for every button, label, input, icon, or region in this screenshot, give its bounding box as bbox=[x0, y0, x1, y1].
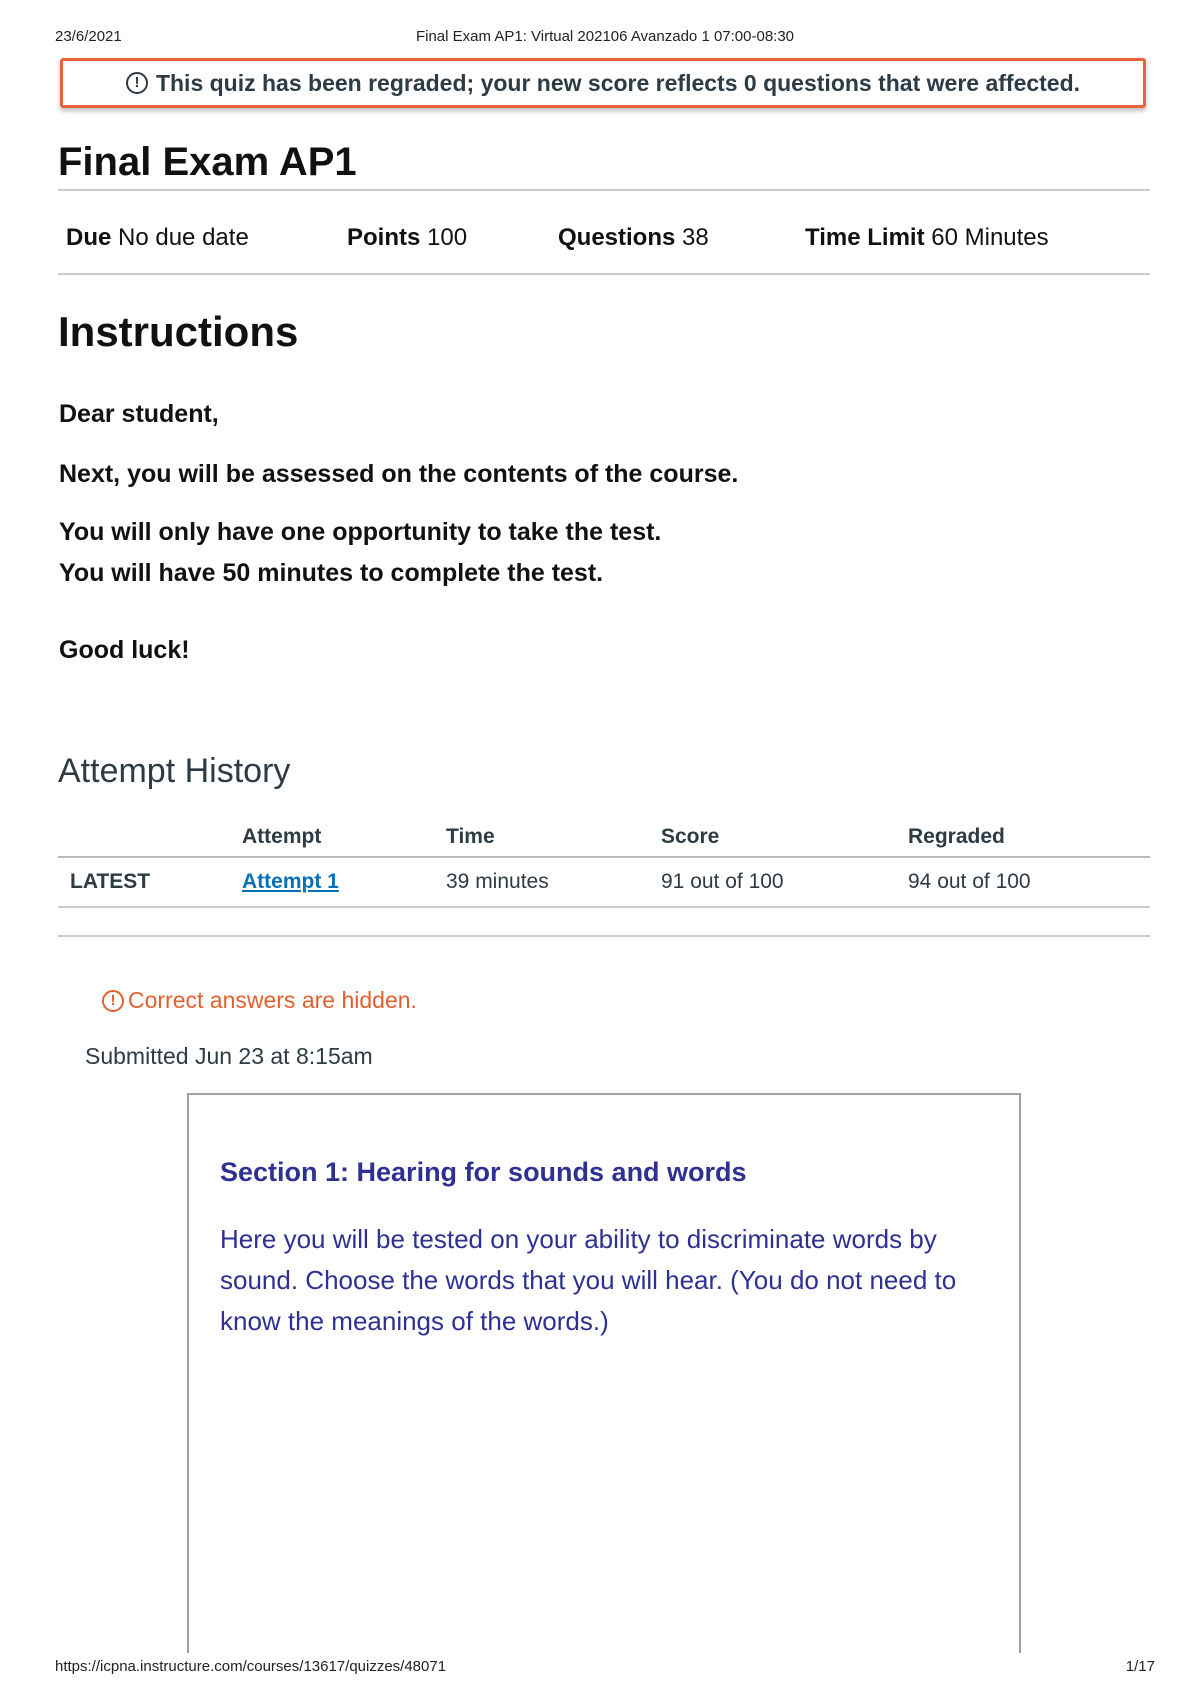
meta-points-label: Points bbox=[347, 224, 421, 251]
alert-circle-icon: ! bbox=[126, 72, 148, 94]
column-header bbox=[58, 818, 242, 857]
section-description: Here you will be tested on your ability to discriminate words by sound. Choose the words that you will hear. (You do not need to know the meanings of the words.) bbox=[220, 1224, 957, 1336]
attempt-1-link[interactable]: Attempt 1 bbox=[242, 870, 339, 893]
instructions-greeting: Dear student, bbox=[59, 400, 219, 428]
attempt-history-title: Attempt History bbox=[58, 752, 291, 790]
meta-questions bbox=[558, 224, 709, 252]
instructions-line: You will only have one opportunity to take the test. bbox=[59, 518, 662, 546]
meta-due bbox=[66, 224, 249, 252]
alert-circle-icon: ! bbox=[102, 990, 124, 1012]
table-header-row bbox=[58, 818, 1150, 857]
attempt-cell bbox=[242, 857, 446, 907]
divider bbox=[58, 935, 1150, 937]
meta-time-limit-value: 60 Minutes bbox=[931, 224, 1049, 251]
time-cell: 39 minutes bbox=[446, 857, 661, 907]
meta-time-limit bbox=[805, 224, 1049, 252]
regrade-banner bbox=[60, 58, 1146, 108]
score-cell: 91 out of 100 bbox=[661, 857, 908, 907]
submitted-timestamp: Submitted Jun 23 at 8:15am bbox=[85, 1043, 373, 1069]
correct-answers-hidden-text: Correct answers are hidden. bbox=[128, 987, 417, 1013]
print-title: Final Exam AP1: Virtual 202106 Avanzado 1 07:00-08:30 bbox=[415, 28, 795, 45]
instructions-title: Instructions bbox=[58, 308, 299, 355]
question-section-box bbox=[187, 1093, 1021, 1653]
instructions-closing: Good luck! bbox=[59, 636, 190, 664]
meta-points bbox=[347, 224, 467, 252]
instructions-line: You will have 50 minutes to complete the test. bbox=[59, 559, 604, 587]
print-header bbox=[55, 28, 1155, 48]
meta-time-limit-label: Time Limit bbox=[805, 224, 925, 251]
meta-questions-value: 38 bbox=[682, 224, 709, 251]
meta-questions-label: Questions bbox=[558, 224, 676, 251]
latest-label: LATEST bbox=[58, 857, 242, 907]
meta-due-value: No due date bbox=[118, 224, 249, 251]
instructions-line: Next, you will be assessed on the contents of the course. bbox=[59, 460, 739, 488]
column-header-score: Score bbox=[661, 818, 908, 857]
print-footer bbox=[55, 1658, 1155, 1678]
page-number: 1/17 bbox=[1125, 1658, 1155, 1675]
table-row bbox=[58, 857, 1150, 907]
column-header-time: Time bbox=[446, 818, 661, 857]
column-header-regraded: Regraded bbox=[908, 818, 1150, 857]
regrade-banner-text: This quiz has been regraded; your new score reflects 0 questions that were affected. bbox=[155, 69, 1081, 96]
column-header-attempt: Attempt bbox=[242, 818, 446, 857]
correct-answers-hidden-notice bbox=[102, 987, 417, 1014]
divider bbox=[58, 189, 1150, 191]
meta-points-value: 100 bbox=[427, 224, 468, 251]
print-date: 23/6/2021 bbox=[55, 28, 122, 45]
print-url: https://icpna.instructure.com/courses/13617/quizzes/48071 bbox=[55, 1658, 447, 1675]
page-title: Final Exam AP1 bbox=[58, 140, 357, 184]
attempts-table bbox=[58, 818, 1150, 908]
section-heading: Section 1: Hearing for sounds and words bbox=[220, 1157, 747, 1187]
regraded-cell: 94 out of 100 bbox=[908, 857, 1150, 907]
divider bbox=[58, 273, 1150, 275]
meta-due-label: Due bbox=[66, 224, 112, 251]
